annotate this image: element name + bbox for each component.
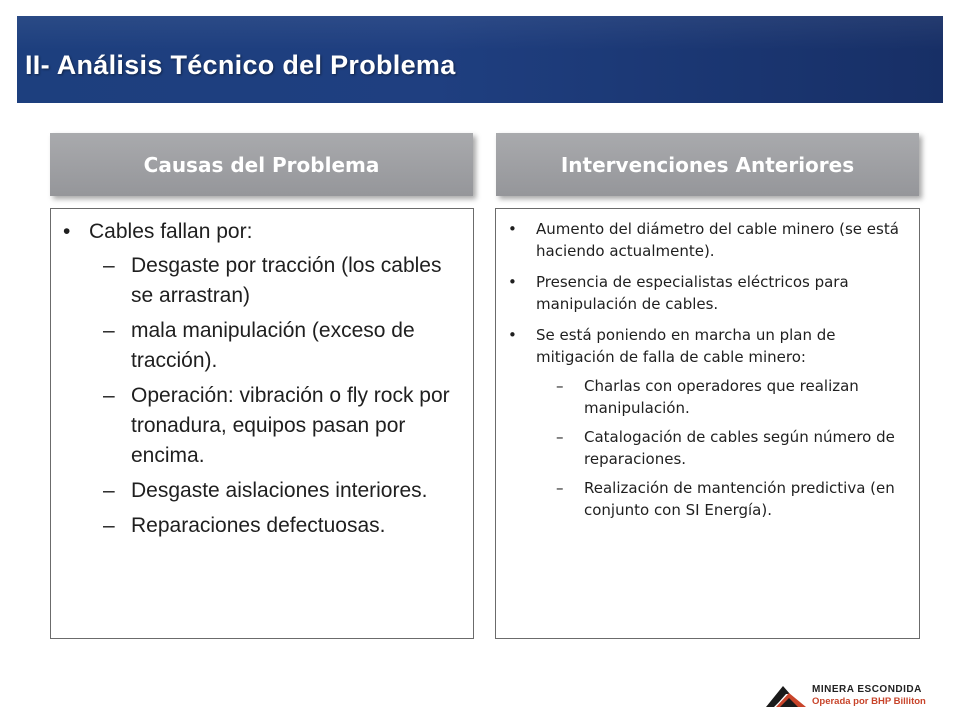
interventions-sub-item [536,426,913,470]
dash-marker: – [103,479,115,502]
causes-bullet [51,217,473,247]
dash-marker: – [556,428,564,446]
mountain-logo-icon [764,680,808,710]
causes-sub-list [51,251,473,541]
logo-name: MINERA ESCONDIDA [812,684,922,695]
interventions-sub-text: Realización de mantención predictiva (en conjunto con SI Energía). [584,479,895,519]
causes-sub-text: Desgaste aislaciones interiores. [131,479,428,502]
interventions-sub-list [496,375,919,521]
causes-panel [50,208,474,639]
interventions-header-label: Intervenciones Anteriores [560,152,855,177]
interventions-bullet [496,324,919,368]
causes-sub-item [89,511,463,541]
dash-marker: – [556,479,564,497]
dash-marker: – [556,377,564,395]
interventions-sub-item [536,477,913,521]
interventions-header [496,133,919,196]
causes-header-label: Causas del Problema [143,152,380,177]
interventions-panel [495,208,920,639]
causes-sub-text: Reparaciones defectuosas. [131,514,386,537]
dash-marker: – [103,514,115,537]
interventions-list [496,218,919,368]
causes-sub-text: mala manipulación (exceso de tracción). [131,319,415,372]
causes-header [50,133,473,196]
interventions-bullet [496,218,919,262]
title-bar [17,16,943,103]
causes-sub-text: Operación: vibración o fly rock por tronadura, equipos pasan por encima. [131,384,450,467]
dash-marker: – [103,254,115,277]
logo-tagline: Operada por BHP Billiton [812,696,926,707]
causes-bullet-text: Cables fallan por: [89,220,253,243]
causes-list [51,217,473,247]
causes-sub-item [89,381,463,471]
interventions-bullet [496,271,919,315]
dash-marker: – [103,384,115,407]
slide-title: II- Análisis Técnico del Problema [25,50,456,80]
causes-sub-item [89,316,463,376]
interventions-sub-text: Charlas con operadores que realizan manipulación. [584,377,859,417]
interventions-sub-text: Catalogación de cables según número de reparaciones. [584,428,895,468]
interventions-bullet-text: Presencia de especialistas eléctricos para manipulación de cables. [536,273,849,313]
causes-sub-text: Desgaste por tracción (los cables se arrastran) [131,254,442,307]
company-logo [764,680,936,710]
dash-marker: – [103,319,115,342]
causes-sub-item [89,251,463,311]
interventions-bullet-text: Aumento del diámetro del cable minero (se está haciendo actualmente). [536,220,899,260]
interventions-sub-item [536,375,913,419]
causes-sub-item [89,476,463,506]
interventions-bullet-text: Se está poniendo en marcha un plan de mitigación de falla de cable minero: [536,326,836,366]
